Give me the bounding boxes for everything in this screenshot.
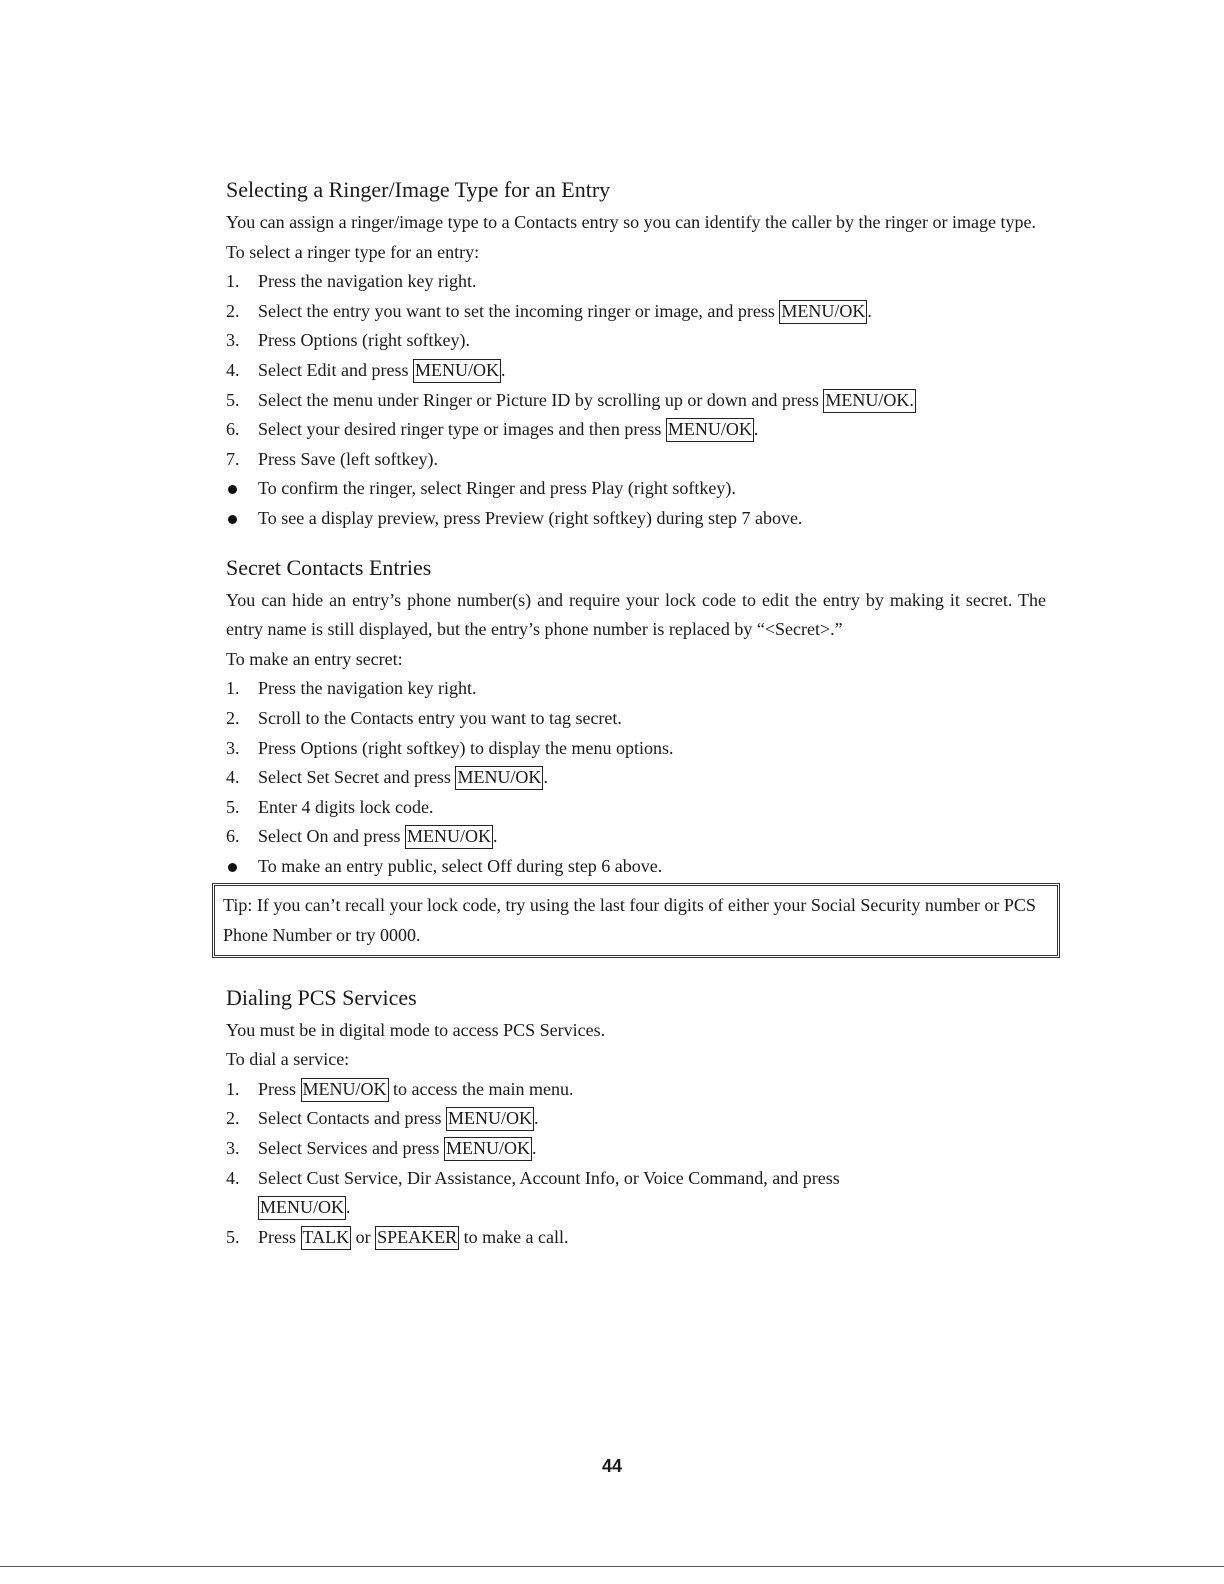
step-text: Press Save (left softkey). [258, 448, 438, 469]
section-lead: To select a ringer type for an entry: [226, 241, 480, 262]
step-number: 4. [226, 359, 240, 380]
step-number: 5. [226, 796, 240, 817]
step-text: to access the main menu. [388, 1078, 574, 1099]
step-number: 1. [226, 271, 240, 292]
step-number: 2. [226, 1108, 240, 1129]
key-label: MENU/OK [666, 418, 754, 442]
step-number: 4. [226, 767, 240, 788]
step-text: . [346, 1197, 351, 1218]
steps-list [226, 674, 1046, 852]
bullet-icon [228, 515, 237, 524]
list-item [226, 356, 1046, 386]
step-number: 5. [226, 1226, 240, 1247]
key-label: TALK [301, 1226, 352, 1250]
footer-divider [0, 1566, 1224, 1567]
tip-body: If you can’t recall your lock code, try using the last four digits of either your Social Security number or PCS Phone Number or try 0000. [223, 895, 1036, 946]
list-item [226, 1134, 1046, 1164]
list-item [226, 793, 1046, 823]
step-number: 4. [226, 1167, 240, 1188]
key-label: SPEAKER [375, 1226, 459, 1250]
step-text: . [500, 359, 506, 380]
list-item [226, 326, 1046, 356]
step-text: . [531, 1138, 537, 1159]
step-text: Press the navigation key right. [258, 271, 477, 292]
step-number: 2. [226, 707, 240, 728]
page-number: 44 [601, 1456, 623, 1476]
section-intro: You can hide an entry’s phone number(s) and require your lock code to edit the entry by making it secret. The entry name is still displayed, but the entry’s phone number is replaced by “<Secret>.” [226, 589, 1046, 640]
step-number: 7. [226, 448, 240, 469]
step-text: Press Options (right softkey). [258, 330, 470, 351]
bullet-text: To see a display preview, press Preview (right softkey) during step 7 above. [258, 507, 803, 528]
section-lead: To make an entry secret: [226, 648, 403, 669]
section-heading: Selecting a Ringer/Image Type for an Entry [226, 177, 611, 202]
step-text: Press Options (right softkey) to display the menu options. [258, 737, 674, 758]
list-item [226, 1223, 1046, 1253]
list-item [226, 267, 1046, 297]
list-item [226, 1104, 1046, 1134]
step-text: Select Cust Service, Dir Assistance, Account Info, or Voice Command, and press [258, 1167, 840, 1188]
list-item [226, 763, 1046, 793]
bullet-list [226, 852, 1046, 882]
step-number: 3. [226, 737, 240, 758]
key-label: MENU/OK [446, 1107, 534, 1131]
key-label: MENU/OK [258, 1196, 346, 1220]
step-number: 6. [226, 826, 240, 847]
list-item [226, 1075, 1046, 1105]
step-text: Select Contacts and press [258, 1108, 446, 1129]
key-label: MENU/OK [444, 1137, 532, 1161]
tip-box [212, 883, 1060, 957]
list-item [226, 474, 1046, 504]
step-text: . [753, 419, 759, 440]
key-label: MENU/OK. [823, 389, 916, 413]
step-number: 3. [226, 1138, 240, 1159]
list-item [226, 1164, 1046, 1223]
bullet-text: To confirm the ringer, select Ringer and press Play (right softkey). [258, 478, 736, 499]
section-heading: Dialing PCS Services [226, 984, 417, 1010]
list-item [226, 297, 1046, 327]
step-number: 1. [226, 1078, 240, 1099]
section-secret-entries [223, 554, 1046, 958]
step-text: Select Edit and press [258, 359, 413, 380]
step-text: . [867, 300, 872, 321]
step-text: to make a call. [459, 1226, 569, 1247]
step-text: Select the entry you want to set the incoming ringer or image, and press [258, 300, 780, 321]
step-text: Select the menu under Ringer or Picture ID by scrolling up or down and press [258, 389, 824, 410]
list-item [226, 704, 1046, 734]
section-dialing-services [226, 984, 1046, 1253]
list-item [226, 852, 1046, 882]
page-content [223, 176, 1046, 1272]
section-ringer-image [226, 176, 1046, 534]
step-text: Select Set Secret and press [258, 767, 456, 788]
step-number: 5. [226, 389, 240, 410]
key-label: MENU/OK [301, 1078, 389, 1102]
list-item [226, 734, 1046, 764]
section-lead: To dial a service: [226, 1049, 350, 1070]
list-item [226, 386, 1046, 416]
bullet-icon [228, 863, 237, 872]
step-number: 6. [226, 419, 240, 440]
step-text: or [351, 1226, 376, 1247]
step-text: . [543, 767, 548, 788]
step-text: . [492, 826, 498, 847]
step-text: Select Services and press [258, 1138, 444, 1159]
list-item [226, 415, 1046, 445]
step-number: 2. [226, 300, 240, 321]
step-text: Press [258, 1078, 301, 1099]
list-item [226, 674, 1046, 704]
step-number: 1. [226, 678, 240, 699]
section-intro: You can assign a ringer/image type to a Contacts entry so you can identify the caller by the ringer or image type. [226, 212, 1036, 232]
step-text: . [533, 1108, 539, 1129]
section-intro: You must be in digital mode to access PCS Services. [226, 1019, 606, 1040]
key-label: MENU/OK [455, 766, 543, 790]
step-text: Press the navigation key right. [258, 678, 477, 699]
step-text: Select your desired ringer type or images and then press [258, 419, 666, 440]
list-item [226, 504, 1046, 534]
tip-text [223, 891, 1049, 950]
steps-list [226, 267, 1046, 474]
key-label: MENU/OK [779, 300, 867, 324]
bullet-text: To make an entry public, select Off during step 6 above. [258, 855, 663, 876]
step-text: Scroll to the Contacts entry you want to tag secret. [258, 707, 622, 728]
tip-label: Tip: [223, 895, 253, 916]
bullet-icon [228, 485, 237, 494]
list-item [226, 822, 1046, 852]
step-number: 3. [226, 330, 240, 351]
key-label: MENU/OK [405, 825, 493, 849]
bullet-list [226, 474, 1046, 533]
section-heading: Secret Contacts Entries [226, 554, 432, 580]
list-item [226, 445, 1046, 475]
step-text: Press [258, 1226, 301, 1247]
step-text: Enter 4 digits lock code. [258, 796, 434, 817]
steps-list [226, 1075, 1046, 1253]
step-text: Select On and press [258, 826, 405, 847]
key-label: MENU/OK [413, 359, 501, 383]
